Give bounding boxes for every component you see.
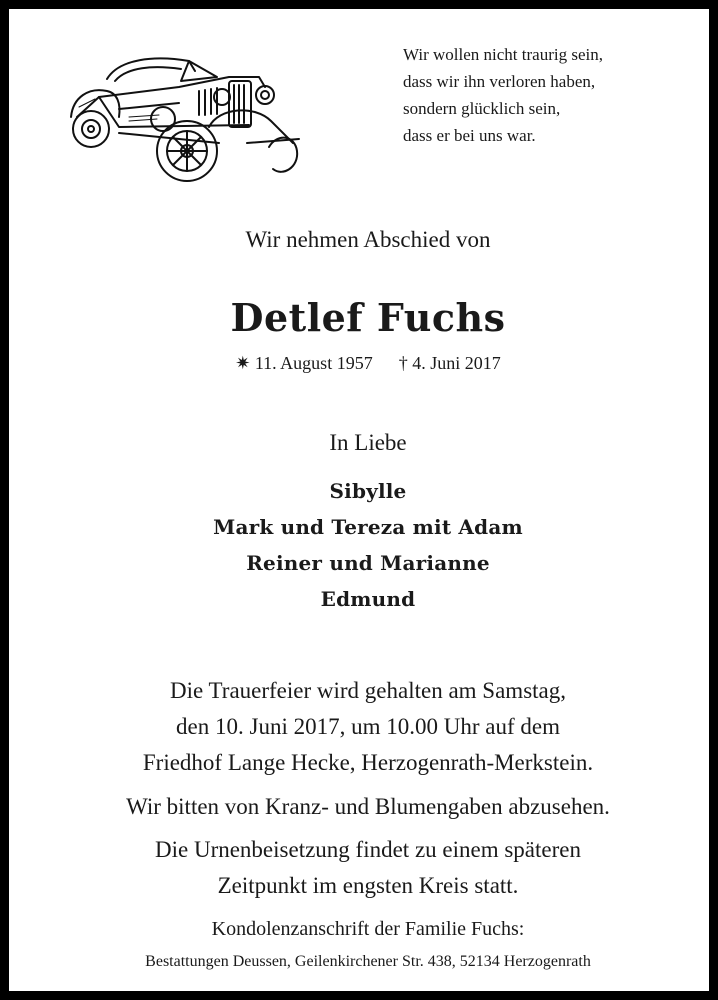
mourner-name: Edmund	[320, 587, 416, 611]
mourner-name: Sibylle	[329, 479, 407, 503]
condolence-heading: Kondolenzanschrift der Familie Fuchs:	[211, 918, 525, 940]
condolence-address: Bestattungen Deussen, Geilenkirchener Str. 438, 52134 Herzogenrath	[145, 953, 591, 970]
ceremony-details	[9, 673, 718, 781]
mourners-list	[9, 473, 718, 617]
poem-line: Wir wollen nicht traurig sein,	[403, 45, 603, 64]
poem-line: dass wir ihn verloren haben,	[403, 72, 596, 91]
urn-line: Die Urnenbeisetzung findet zu einem späteren	[155, 837, 581, 862]
ceremony-line: den 10. Juni 2017, um 10.00 Uhr auf dem	[176, 714, 560, 739]
mourner-name: Mark und Tereza mit Adam	[213, 515, 523, 539]
love-line: In Liebe	[329, 430, 407, 455]
intro-line: Wir nehmen Abschied von	[245, 227, 491, 252]
death-date: † 4. Juni 2017	[398, 353, 501, 373]
mourner-name: Reiner und Marianne	[246, 551, 490, 575]
poem-line: sondern glücklich sein,	[403, 99, 561, 118]
deceased-name: Detlef Fuchs	[230, 295, 506, 340]
urn-line: Zeitpunkt im engsten Kreis statt.	[217, 873, 519, 898]
poem-line: dass er bei uns war.	[403, 126, 536, 145]
vintage-roadster-car-icon	[59, 47, 309, 197]
birth-date: ✷ 11. August 1957	[235, 353, 373, 373]
poem	[403, 41, 703, 149]
ceremony-line: Die Trauerfeier wird gehalten am Samstag,	[170, 678, 566, 703]
ceremony-line: Friedhof Lange Hecke, Herzogenrath-Merkstein.	[142, 750, 594, 775]
wreath-note: Wir bitten von Kranz- und Blumengaben abzusehen.	[126, 794, 610, 819]
urn-burial-note	[9, 832, 718, 904]
life-dates	[9, 353, 718, 374]
